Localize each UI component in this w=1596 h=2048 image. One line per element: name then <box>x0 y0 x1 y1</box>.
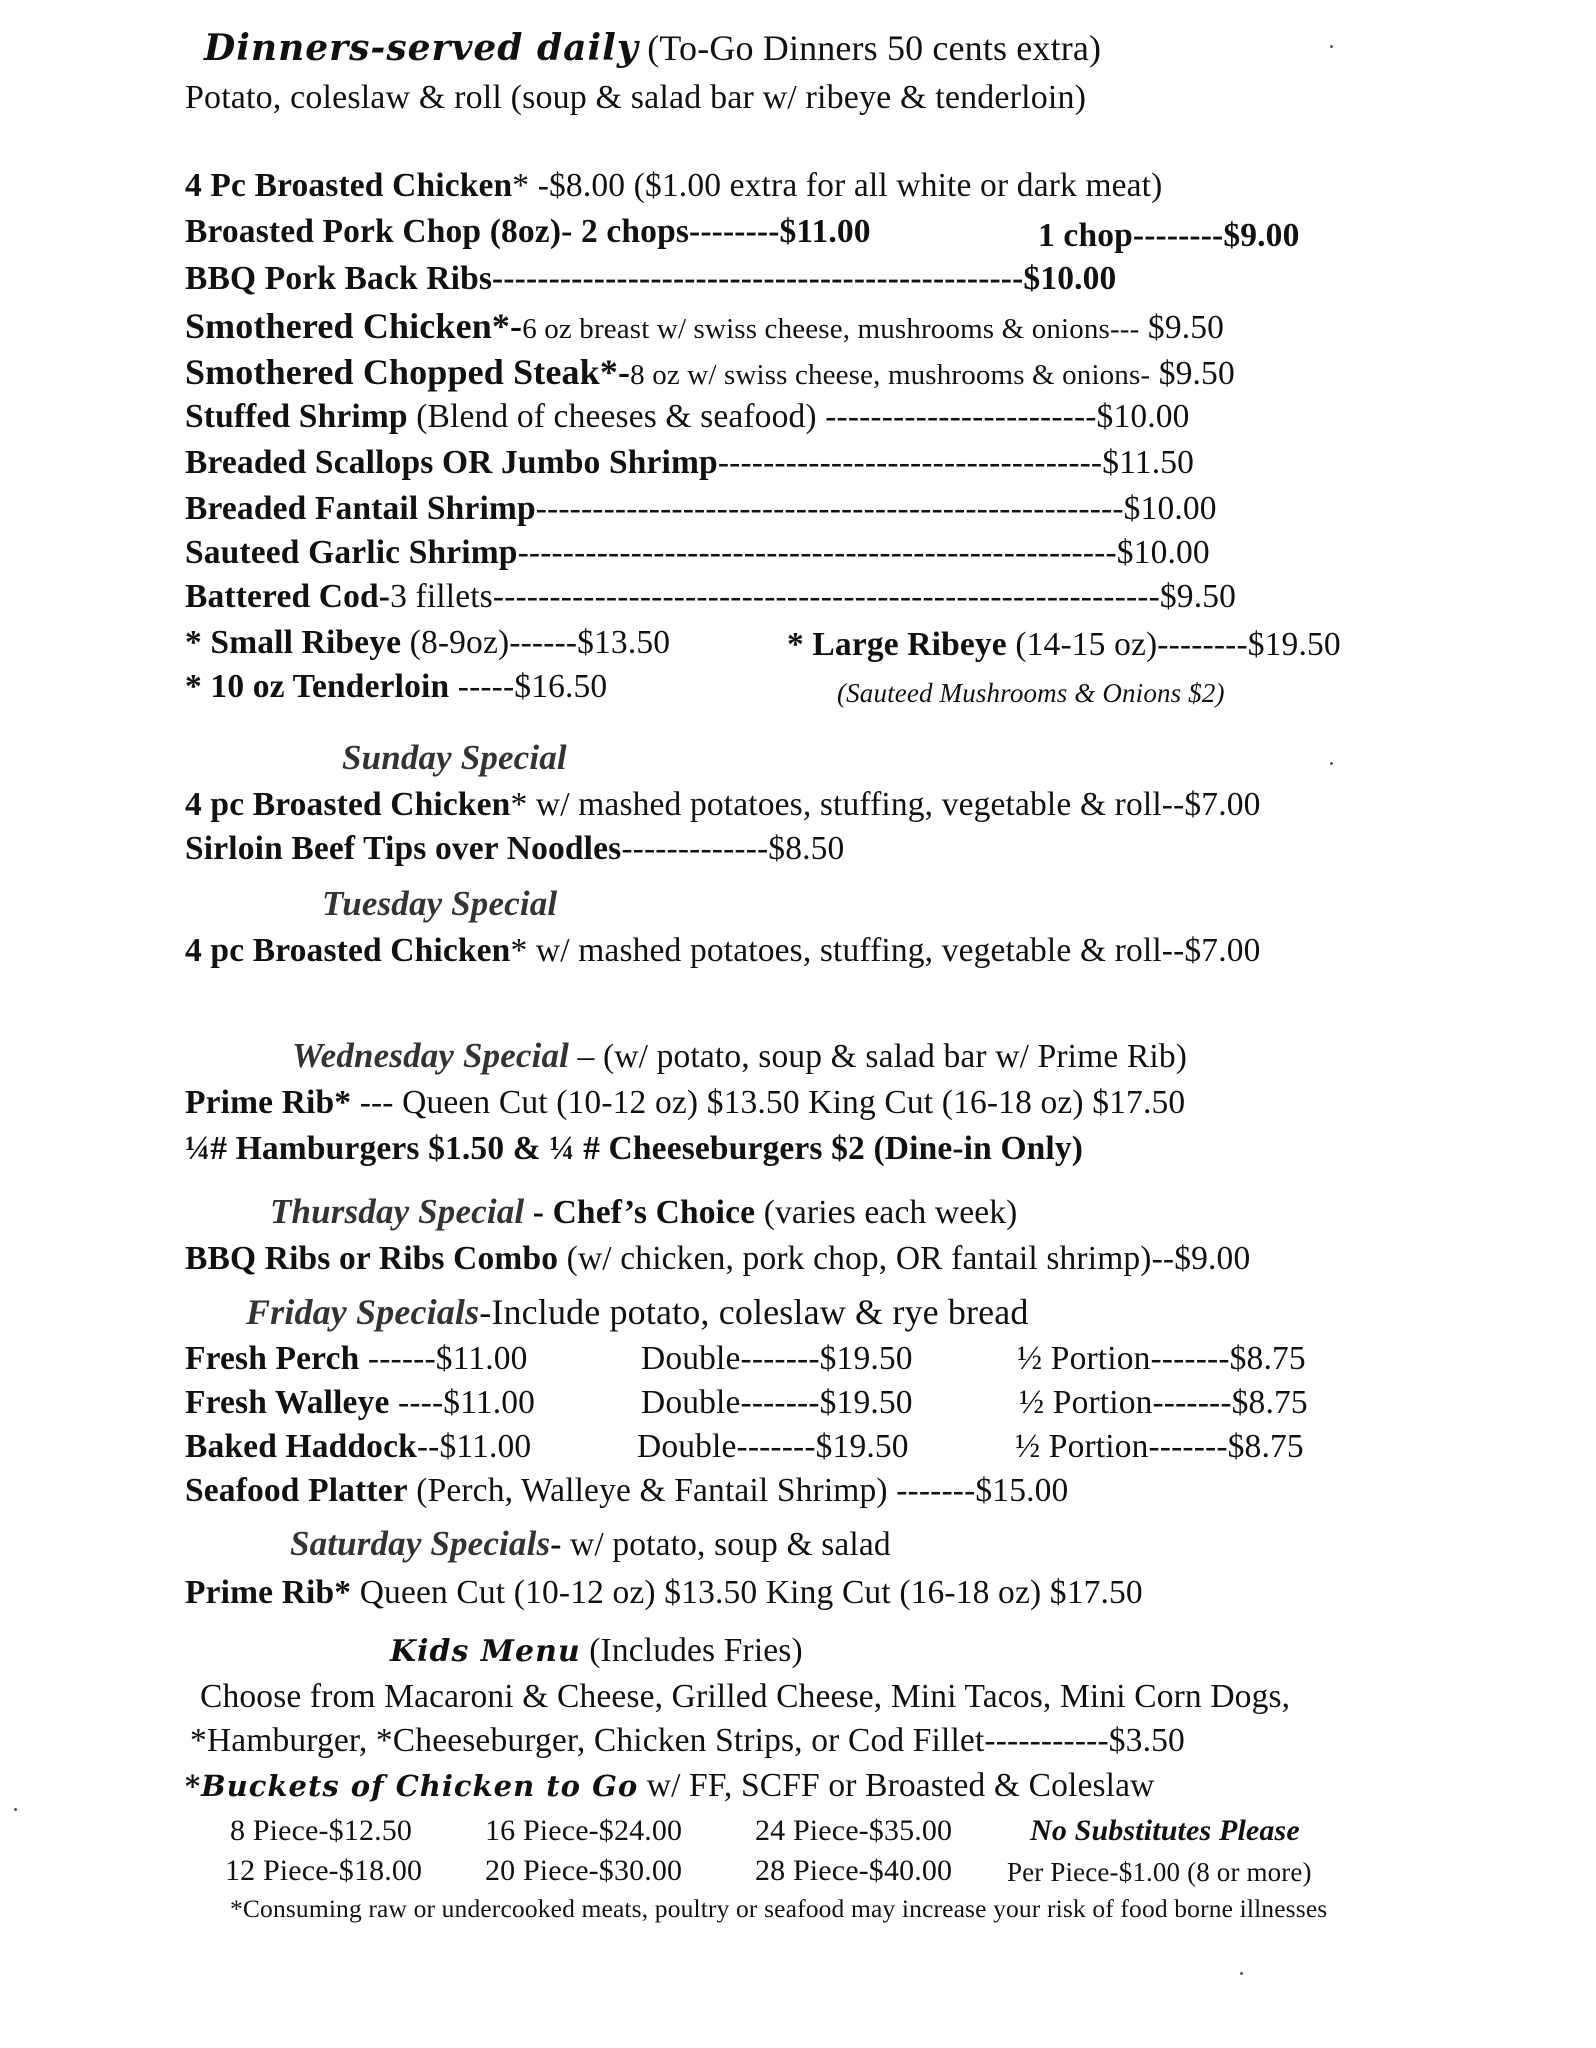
item-name: Stuffed Shrimp <box>185 398 408 435</box>
bucket-price: 28 Piece-$40.00 <box>755 1854 953 1887</box>
menu-item-broasted-chicken <box>185 167 1162 206</box>
per-piece-price: Per Piece-$1.00 (8 or more) <box>1007 1857 1312 1887</box>
item-name: Baked Haddock <box>185 1428 417 1465</box>
item-price: -$8.00 ($1.00 extra for all white or dark meat) <box>529 167 1163 204</box>
thursday-dash: - <box>524 1194 553 1231</box>
bucket-price: 20 Piece-$30.00 <box>485 1854 683 1887</box>
item-price: -----$16.50 <box>449 668 608 705</box>
item-name: Sauteed Garlic Shrimp <box>185 534 518 571</box>
saturday-prime-rib <box>185 1574 1143 1613</box>
half-price: ½ Portion-------$8.75 <box>1017 1340 1306 1377</box>
wednesday-heading-note: – (w/ potato, soup & salad bar w/ Prime Rib) <box>569 1038 1188 1075</box>
item-name: * 10 oz Tenderloin <box>185 668 450 705</box>
menu-item-fantail-shrimp <box>185 490 1217 529</box>
menu-item-smothered-chicken <box>185 306 1224 348</box>
menu-item-battered-cod <box>185 578 1236 617</box>
menu-item-smothered-steak <box>185 352 1235 394</box>
item-price: ----------------------------------------------------$10.00 <box>535 490 1217 527</box>
kids-heading: Kids Menu <box>390 1634 581 1669</box>
item-star: * <box>512 167 530 204</box>
single-price: --$11.00 <box>416 1428 532 1465</box>
buckets-row-1 <box>230 1814 1370 1854</box>
item-price: * w/ mashed potatoes, stuffing, vegetable & roll--$7.00 <box>510 786 1261 823</box>
thursday-note: (varies each week) <box>755 1194 1018 1231</box>
item-name: Fresh Perch <box>185 1340 360 1377</box>
bucket-price: 16 Piece-$24.00 <box>485 1814 683 1847</box>
menu-item-large-ribeye <box>787 626 1341 665</box>
item-name: 4 pc Broasted Chicken <box>185 786 511 823</box>
saturday-heading-line <box>290 1524 891 1565</box>
item-price: ----------------------------------$11.50 <box>717 444 1195 481</box>
item-desc: 6 oz breast w/ swiss cheese, mushrooms & onions--- <box>522 313 1140 345</box>
friday-seafood-platter <box>185 1472 1068 1511</box>
bucket-price: 12 Piece-$18.00 <box>225 1854 423 1887</box>
item-price: $9.50 <box>1150 355 1235 392</box>
half-price: ½ Portion-------$8.75 <box>1015 1428 1304 1465</box>
item-price: * w/ mashed potatoes, stuffing, vegetable & roll--$7.00 <box>510 932 1261 969</box>
buckets-heading: *Buckets of Chicken to Go <box>185 1769 639 1803</box>
saturday-heading: Saturday Specials <box>290 1524 551 1563</box>
double-price: Double-------$19.50 <box>641 1340 913 1377</box>
item-price: $9.50 <box>1139 309 1225 346</box>
saturday-note: w/ potato, soup & salad <box>561 1526 891 1563</box>
thursday-heading: Thursday Special <box>270 1192 525 1231</box>
item-name: Sirloin Beef Tips over Noodles <box>185 830 622 867</box>
item-price: (14-15 oz)--------$19.50 <box>1006 626 1341 663</box>
item-name: Battered Cod- <box>185 578 391 615</box>
half-price: ½ Portion-------$8.75 <box>1019 1384 1308 1421</box>
togo-note: (To-Go Dinners 50 cents extra) <box>647 28 1102 68</box>
menu-item-tenderloin <box>185 668 607 707</box>
thursday-ribs-combo <box>185 1240 1250 1279</box>
tuesday-heading: Tuesday Special <box>322 884 558 923</box>
bucket-price: 24 Piece-$35.00 <box>755 1814 953 1847</box>
item-name: * Small Ribeye <box>185 624 402 661</box>
menu-item-pork-chop-1: 1 chop--------$9.00 <box>1038 217 1300 254</box>
sunday-heading: Sunday Special <box>342 738 567 777</box>
friday-row-perch <box>185 1340 1365 1384</box>
no-substitutes-note: No Substitutes Please <box>1030 1814 1300 1847</box>
menu-item-stuffed-shrimp <box>185 398 1190 437</box>
kids-note: (Includes Fries) <box>580 1632 803 1669</box>
item-name: 4 Pc Broasted Chicken <box>185 167 513 204</box>
friday-heading-line <box>246 1292 1029 1333</box>
item-name: BBQ Ribs or Ribs Combo <box>185 1240 559 1277</box>
item-name: Smothered Chopped Steak*- <box>185 352 631 392</box>
food-safety-disclaimer: *Consuming raw or undercooked meats, poultry or seafood may increase your risk of food borne illnesses <box>230 1894 1328 1923</box>
menu-item-garlic-shrimp <box>185 534 1210 573</box>
sides-note: Potato, coleslaw & roll (soup & salad bar w/ ribeye & tenderloin) <box>185 79 1087 116</box>
sunday-chicken <box>185 786 1261 825</box>
item-name: Prime Rib* <box>185 1084 352 1121</box>
item-price: 3 fillets-----------------------------------------------------------$9.50 <box>390 578 1237 615</box>
friday-row-haddock <box>185 1428 1365 1472</box>
single-price: ----$11.00 <box>389 1384 536 1421</box>
buckets-note: w/ FF, SCFF or Broasted & Coleslaw <box>638 1767 1155 1804</box>
friday-heading: Friday Specials <box>246 1292 480 1332</box>
scan-speck <box>14 1808 17 1811</box>
item-name: * Large Ribeye <box>787 626 1007 663</box>
buckets-heading-line <box>185 1767 1155 1806</box>
scan-speck <box>1240 1972 1243 1975</box>
item-price: Queen Cut (10-12 oz) $13.50 King Cut (16-18 oz) $17.50 <box>351 1574 1143 1611</box>
menu-item-scallops <box>185 444 1194 483</box>
item-name: Smothered Chicken*- <box>185 306 523 346</box>
scan-speck <box>1330 762 1333 765</box>
double-price: Double-------$19.50 <box>641 1384 913 1421</box>
mushrooms-note: (Sauteed Mushrooms & Onions $2) <box>837 678 1225 708</box>
menu-item-pork-chop-2: Broasted Pork Chop (8oz)- 2 chops--------$11.00 <box>185 213 871 250</box>
item-name: Prime Rib* <box>185 1574 352 1611</box>
wednesday-prime-rib <box>185 1084 1185 1123</box>
menu-item-bbq-ribs: BBQ Pork Back Ribs-----------------------------------------------$10.00 <box>185 260 1117 297</box>
buckets-row-2 <box>225 1854 1370 1894</box>
dinners-title: Dinners-served daily <box>204 27 639 69</box>
saturday-dash: - <box>550 1526 562 1563</box>
item-price: --- Queen Cut (10-12 oz) $13.50 King Cut (16-18 oz) $17.50 <box>351 1084 1186 1121</box>
item-name: Breaded Fantail Shrimp <box>185 490 536 527</box>
scan-speck <box>1330 45 1333 48</box>
item-price: -----------------------------------------------------$10.00 <box>517 534 1210 571</box>
item-price: -------------$8.50 <box>621 830 845 867</box>
item-name: 4 pc Broasted Chicken <box>185 932 511 969</box>
kids-heading-line <box>390 1632 803 1671</box>
item-price: (w/ chicken, pork chop, OR fantail shrimp)--$9.00 <box>558 1240 1251 1277</box>
friday-note: -Include potato, coleslaw & rye bread <box>479 1292 1029 1332</box>
single-price: ------$11.00 <box>359 1340 528 1377</box>
kids-line-1: Choose from Macaroni & Cheese, Grilled Cheese, Mini Tacos, Mini Corn Dogs, <box>200 1678 1291 1715</box>
double-price: Double-------$19.50 <box>637 1428 909 1465</box>
chefs-choice: Chef’s Choice <box>552 1194 756 1231</box>
wednesday-burgers: ¼# Hamburgers $1.50 & ¼ # Cheeseburgers $2 (Dine-in Only) <box>185 1130 1084 1167</box>
item-name: Fresh Walleye <box>185 1384 390 1421</box>
tuesday-chicken <box>185 932 1261 971</box>
wednesday-heading: Wednesday Special <box>292 1036 569 1075</box>
item-price: (Blend of cheeses & seafood) ------------------------$10.00 <box>407 398 1190 435</box>
item-desc: 8 oz w/ swiss cheese, mushrooms & onions- <box>630 359 1151 391</box>
friday-row-walleye <box>185 1384 1365 1428</box>
menu-item-small-ribeye <box>185 624 670 663</box>
item-name: Breaded Scallops OR Jumbo Shrimp <box>185 444 718 481</box>
item-name: Seafood Platter <box>185 1472 408 1509</box>
menu-header <box>204 28 1101 70</box>
item-price: (8-9oz)------$13.50 <box>401 624 671 661</box>
sunday-beef-tips <box>185 830 844 869</box>
wednesday-heading-line <box>292 1036 1187 1077</box>
kids-line-2: *Hamburger, *Cheeseburger, Chicken Strips, or Cod Fillet-----------$3.50 <box>190 1722 1185 1759</box>
item-price: (Perch, Walleye & Fantail Shrimp) -------$15.00 <box>407 1472 1069 1509</box>
bucket-price: 8 Piece-$12.50 <box>230 1814 413 1847</box>
thursday-heading-line <box>270 1192 1017 1233</box>
